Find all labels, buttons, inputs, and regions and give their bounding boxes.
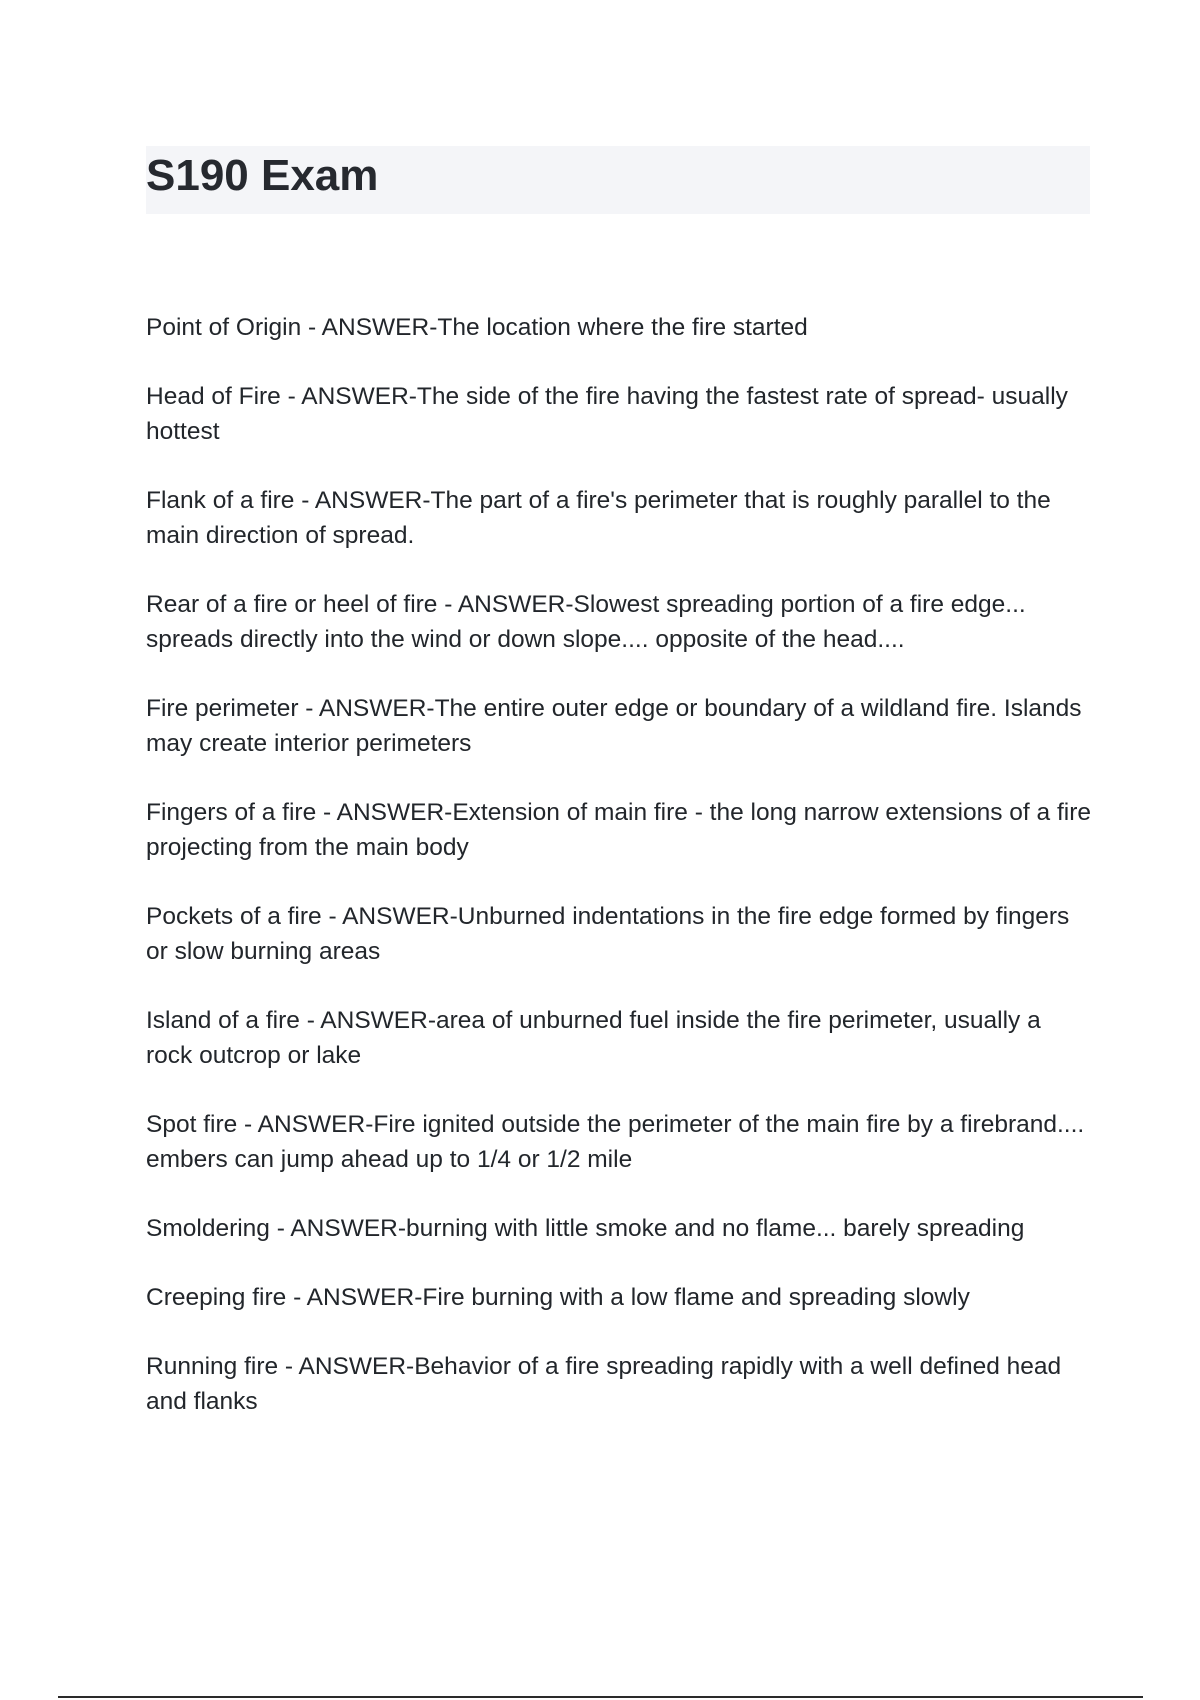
entry: Rear of a fire or heel of fire - ANSWER-Slowest spreading portion of a fire edge... spreads directly into the wind or down slope.... opposite of the head.... [146,591,1026,653]
entry: Spot fire - ANSWER-Fire ignited outside the perimeter of the main fire by a firebrand.... embers can jump ahead up to 1/4 or 1/2 mile [146,1111,1085,1173]
entry: Pockets of a fire - ANSWER-Unburned indentations in the fire edge formed by fingers or slow burning areas [146,903,1070,965]
footer-divider [58,1696,1143,1698]
entry: Running fire - ANSWER-Behavior of a fire spreading rapidly with a well defined head and flanks [146,1353,1062,1415]
entry: Creeping fire - ANSWER-Fire burning with a low flame and spreading slowly [146,1284,970,1311]
entry: Fingers of a fire - ANSWER-Extension of main fire - the long narrow extensions of a fire projecting from the main body [146,799,1092,861]
page-title: S190 Exam [146,151,379,200]
entry-list [146,310,1092,1453]
entry: Fire perimeter - ANSWER-The entire outer edge or boundary of a wildland fire. Islands may create interior perimeters [146,695,1082,757]
entry: Island of a fire - ANSWER-area of unburned fuel inside the fire perimeter, usually a rock outcrop or lake [146,1007,1041,1069]
entry: Point of Origin - ANSWER-The location where the fire started [146,314,808,341]
entry: Head of Fire - ANSWER-The side of the fire having the fastest rate of spread- usually hottest [146,383,1068,445]
entry: Smoldering - ANSWER-burning with little smoke and no flame... barely spreading [146,1215,1025,1242]
entry: Flank of a fire - ANSWER-The part of a fire's perimeter that is roughly parallel to the main direction of spread. [146,487,1051,549]
title-band [146,146,1090,214]
